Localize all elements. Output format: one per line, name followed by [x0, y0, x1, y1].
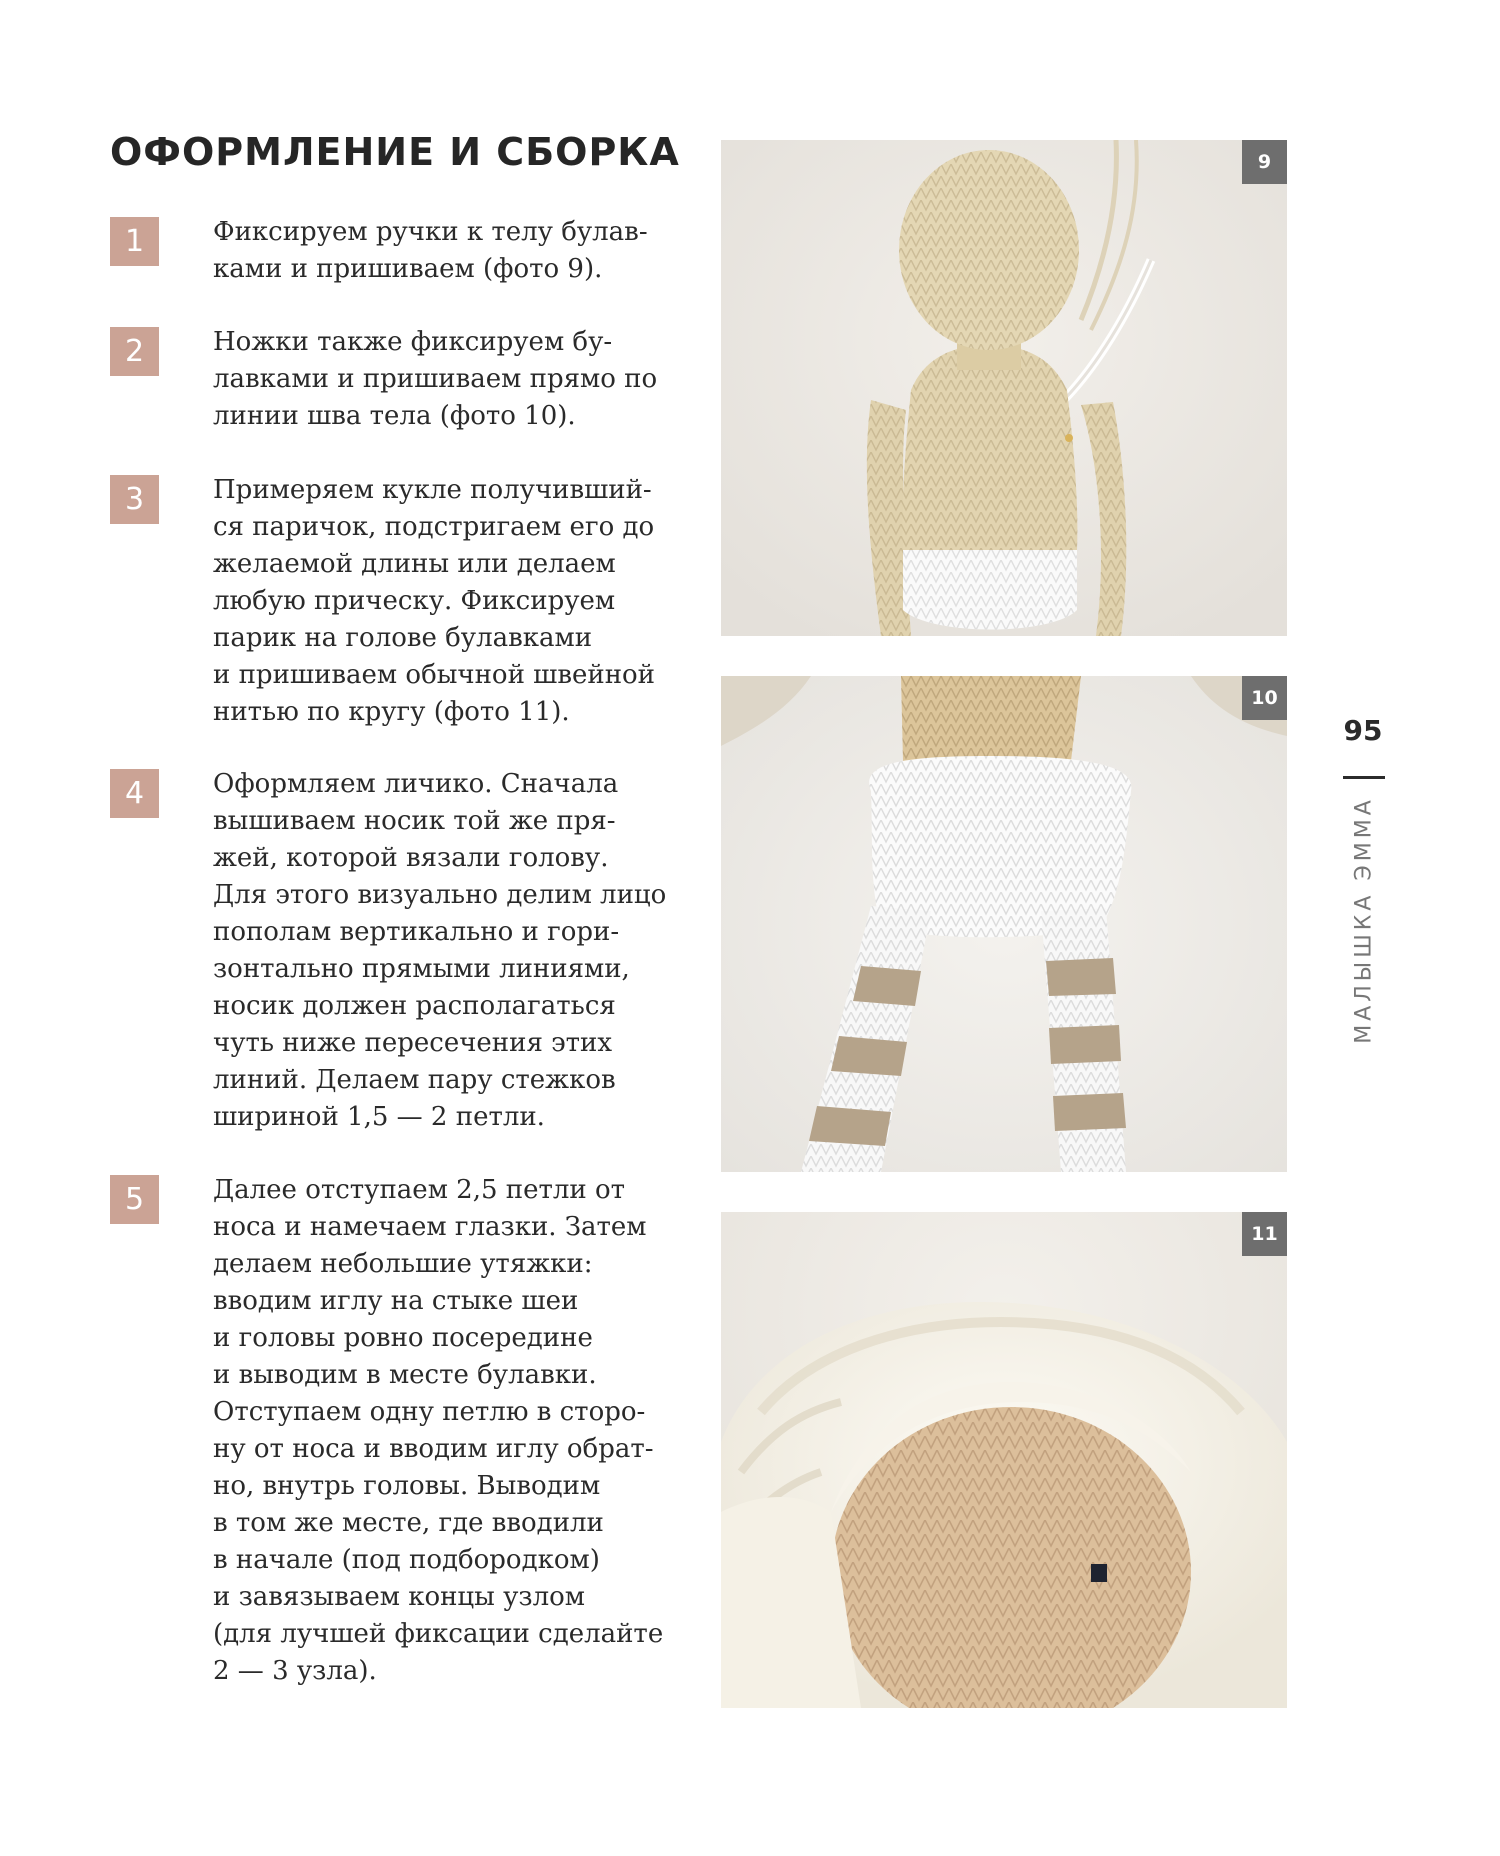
text-line: но, внутрь головы. Выводим — [213, 1471, 601, 1501]
text-line: шириной 1,5 — 2 петли. — [213, 1102, 545, 1132]
text-line: носа и намечаем глазки. Затем — [213, 1212, 647, 1242]
text-line: в том же месте, где вводили — [213, 1508, 604, 1538]
step-text — [213, 214, 695, 288]
step-number-badge: 4 — [110, 769, 159, 818]
text-line: Оформляем личико. Сначала — [213, 769, 619, 799]
doll-head-illustration — [721, 1212, 1287, 1708]
text-line: Далее отступаем 2,5 петли от — [213, 1175, 626, 1205]
page-number: 95 — [1343, 714, 1383, 747]
step-number-badge: 2 — [110, 327, 159, 376]
text-line: вводим иглу на стыке шеи — [213, 1286, 579, 1316]
text-line: в начале (под подбородком) — [213, 1545, 600, 1575]
text-line: Отступаем одну петлю в сторо- — [213, 1397, 646, 1427]
text-line: пополам вертикально и гори- — [213, 917, 620, 947]
text-line: и пришиваем обычной швейной — [213, 660, 656, 690]
text-line: линий. Делаем пару стежков — [213, 1065, 616, 1095]
text-line: (для лучшей фиксации сделайте — [213, 1619, 664, 1649]
text-line: Примеряем кукле получивший- — [213, 475, 652, 505]
text-line: ну от носа и вводим иглу обрат- — [213, 1434, 654, 1464]
text-line: лавками и пришиваем прямо по — [213, 364, 658, 394]
text-line: 2 — 3 узла). — [213, 1656, 377, 1686]
photo-number-badge: 11 — [1242, 1212, 1287, 1256]
text-line: нитью по кругу (фото 11). — [213, 697, 570, 727]
text-line: вышиваем носик той же пря- — [213, 806, 616, 836]
text-line: зонтально прямыми линиями, — [213, 954, 630, 984]
step-text — [213, 1172, 695, 1690]
step-text — [213, 472, 695, 731]
text-line: линии шва тела (фото 10). — [213, 401, 576, 431]
step-number-badge: 3 — [110, 475, 159, 524]
text-line: и головы ровно посередине — [213, 1323, 593, 1353]
photo-number-badge: 10 — [1242, 676, 1287, 720]
page-number-rule — [1343, 776, 1385, 779]
text-line: делаем небольшие утяжки: — [213, 1249, 593, 1279]
step-text — [213, 766, 695, 1136]
text-line: парик на голове булавками — [213, 623, 593, 653]
text-line: ками и пришиваем (фото 9). — [213, 254, 603, 284]
running-title: МАЛЫШКА ЭММА — [1351, 796, 1377, 1044]
photo-10 — [721, 676, 1287, 1172]
text-line: Фиксируем ручки к телу булав- — [213, 217, 648, 247]
text-line: жей, которой вязали голову. — [213, 843, 609, 873]
photo-number-badge: 9 — [1242, 140, 1287, 184]
step-number-badge: 5 — [110, 1175, 159, 1224]
text-line: любую прическу. Фиксируем — [213, 586, 616, 616]
doll-back-illustration — [721, 140, 1287, 636]
page-heading: ОФОРМЛЕНИЕ И СБОРКА — [110, 130, 680, 174]
text-line: чуть ниже пересечения этих — [213, 1028, 613, 1058]
photo-9 — [721, 140, 1287, 636]
text-line: и завязываем концы узлом — [213, 1582, 585, 1612]
photo-11 — [721, 1212, 1287, 1708]
text-line: Ножки также фиксируем бу- — [213, 327, 613, 357]
text-line: желаемой длины или делаем — [213, 549, 616, 579]
text-line: Для этого визуально делим лицо — [213, 880, 667, 910]
text-line: ся паричок, подстригаем его до — [213, 512, 655, 542]
text-line: и выводим в месте булавки. — [213, 1360, 597, 1390]
step-text — [213, 324, 695, 435]
doll-legs-illustration — [721, 676, 1287, 1172]
text-line: носик должен располагаться — [213, 991, 616, 1021]
step-number-badge: 1 — [110, 217, 159, 266]
